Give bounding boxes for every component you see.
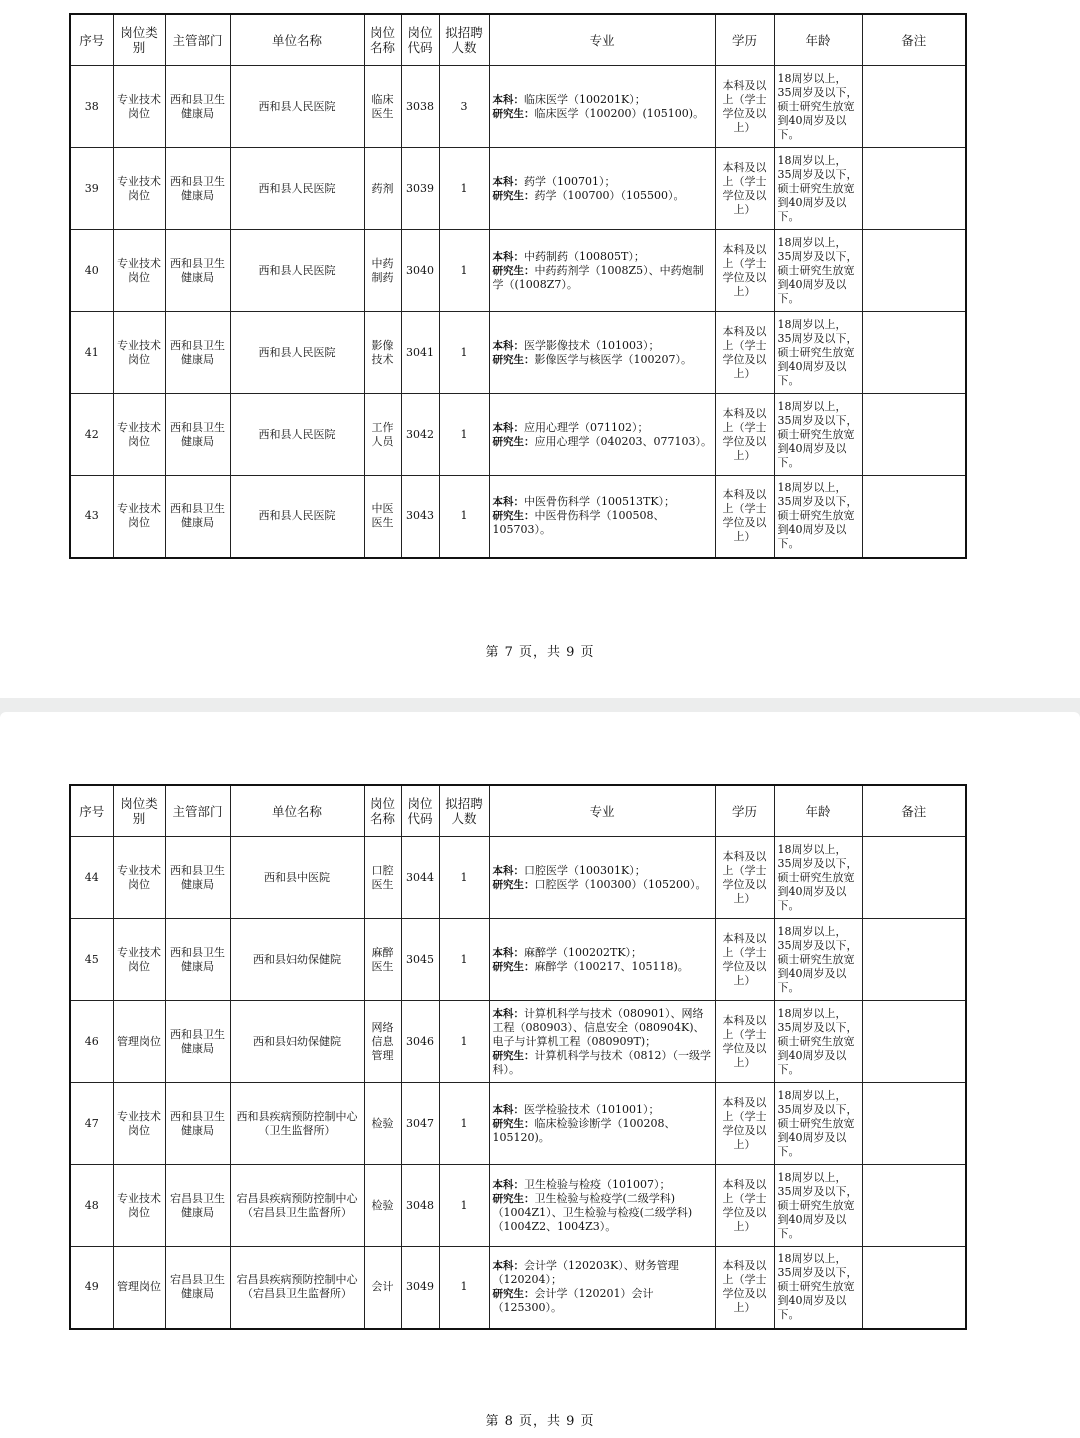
cell-seq: 47 <box>70 1083 113 1165</box>
major-postgrad: 药学（100700）（105500）。 <box>534 188 685 202</box>
cell-pos-name: 口腔医生 <box>364 837 401 919</box>
cell-type: 专业技术岗位 <box>113 394 165 476</box>
cell-pos-code: 3049 <box>401 1247 439 1329</box>
cell-note <box>862 148 966 230</box>
table-row <box>70 312 966 394</box>
header-type: 岗位类别 <box>113 785 165 837</box>
cell-note <box>862 919 966 1001</box>
cell-count: 1 <box>439 476 489 558</box>
recruitment-table <box>69 784 967 1330</box>
cell-pos-code: 3047 <box>401 1083 439 1165</box>
header-seq: 序号 <box>70 14 113 66</box>
header-dept: 主管部门 <box>165 14 230 66</box>
cell-major <box>489 230 715 312</box>
label-undergrad: 本科： <box>492 421 524 434</box>
cell-count: 1 <box>439 919 489 1001</box>
label-undergrad: 本科： <box>492 250 524 263</box>
major-undergrad: 应用心理学（071102）； <box>524 420 649 434</box>
major-undergrad: 药学（100701）； <box>524 174 616 188</box>
cell-dept: 西和县卫生健康局 <box>165 312 230 394</box>
cell-unit: 西和县人民医院 <box>230 312 364 394</box>
major-postgrad: 中药药剂学（1008Z5）、中药炮制学（(1008Z7）。 <box>492 263 704 291</box>
cell-count: 1 <box>439 1001 489 1083</box>
label-postgrad: 研究生： <box>492 435 535 448</box>
cell-pos-code: 3040 <box>401 230 439 312</box>
cell-unit: 宕昌县疾病预防控制中心（宕昌县卫生监督所） <box>230 1247 364 1329</box>
cell-unit: 西和县人民医院 <box>230 394 364 476</box>
cell-age: 18周岁以上，35周岁及以下，硕士研究生放宽到40周岁及以下。 <box>774 230 862 312</box>
cell-note <box>862 394 966 476</box>
major-undergrad: 医学影像技术（101003）； <box>524 338 660 352</box>
major-undergrad: 会计学（120203K）、财务管理（120204）； <box>492 1259 679 1287</box>
table-row <box>70 1083 966 1165</box>
cell-age: 18周岁以上，35周岁及以下，硕士研究生放宽到40周岁及以下。 <box>774 476 862 558</box>
table-row <box>70 1247 966 1329</box>
cell-unit: 西和县人民医院 <box>230 230 364 312</box>
cell-major <box>489 148 715 230</box>
cell-pos-name: 工作人员 <box>364 394 401 476</box>
cell-age: 18周岁以上，35周岁及以下，硕士研究生放宽到40周岁及以下。 <box>774 1001 862 1083</box>
cell-type: 专业技术岗位 <box>113 837 165 919</box>
label-postgrad: 研究生： <box>492 107 535 120</box>
cell-count: 1 <box>439 312 489 394</box>
cell-major <box>489 476 715 558</box>
cell-note <box>862 66 966 148</box>
major-postgrad: 口腔医学（100300）（105200）。 <box>534 877 707 891</box>
major-postgrad: 计算机科学与技术（0812）（一级学科）。 <box>492 1048 711 1076</box>
cell-major <box>489 66 715 148</box>
cell-major <box>489 837 715 919</box>
table-row <box>70 1001 966 1083</box>
cell-dept: 西和县卫生健康局 <box>165 1083 230 1165</box>
document-page-7 <box>0 0 1080 698</box>
cell-seq: 45 <box>70 919 113 1001</box>
label-postgrad: 研究生： <box>492 1117 535 1130</box>
cell-edu: 本科及以上（学士学位及以上） <box>715 1247 774 1329</box>
cell-type: 专业技术岗位 <box>113 312 165 394</box>
major-postgrad: 应用心理学（040203、077103）。 <box>534 434 712 448</box>
cell-note <box>862 837 966 919</box>
cell-edu: 本科及以上（学士学位及以上） <box>715 1001 774 1083</box>
cell-age: 18周岁以上，35周岁及以下，硕士研究生放宽到40周岁及以下。 <box>774 1083 862 1165</box>
cell-pos-name: 检验 <box>364 1165 401 1247</box>
cell-pos-code: 3044 <box>401 837 439 919</box>
label-postgrad: 研究生： <box>492 878 535 891</box>
table-row <box>70 1165 966 1247</box>
cell-unit: 西和县人民医院 <box>230 66 364 148</box>
label-undergrad: 本科： <box>492 1103 524 1116</box>
cell-age: 18周岁以上，35周岁及以下，硕士研究生放宽到40周岁及以下。 <box>774 66 862 148</box>
cell-pos-name: 会计 <box>364 1247 401 1329</box>
cell-type: 专业技术岗位 <box>113 66 165 148</box>
major-postgrad: 临床检验诊断学（100208、105120)。 <box>492 1116 676 1144</box>
major-undergrad: 中医骨伤科学（100513TK）； <box>524 495 676 509</box>
cell-note <box>862 230 966 312</box>
header-edu: 学历 <box>715 785 774 837</box>
cell-age: 18周岁以上，35周岁及以下，硕士研究生放宽到40周岁及以下。 <box>774 837 862 919</box>
cell-dept: 宕昌县卫生健康局 <box>165 1165 230 1247</box>
page-footer: 第 7 页，共 9 页 <box>485 645 595 660</box>
cell-pos-name: 检验 <box>364 1083 401 1165</box>
label-undergrad: 本科： <box>492 339 524 352</box>
cell-age: 18周岁以上，35周岁及以下，硕士研究生放宽到40周岁及以下。 <box>774 1247 862 1329</box>
cell-count: 1 <box>439 1083 489 1165</box>
cell-pos-name: 临床医生 <box>364 66 401 148</box>
label-undergrad: 本科： <box>492 496 524 509</box>
major-undergrad: 中药制药（100805T）； <box>524 249 645 263</box>
cell-dept: 西和县卫生健康局 <box>165 476 230 558</box>
cell-major <box>489 919 715 1001</box>
cell-age: 18周岁以上，35周岁及以下，硕士研究生放宽到40周岁及以下。 <box>774 148 862 230</box>
document-page-8 <box>0 712 1080 1438</box>
cell-type: 管理岗位 <box>113 1247 165 1329</box>
table-row <box>70 394 966 476</box>
cell-unit: 西和县妇幼保健院 <box>230 1001 364 1083</box>
header-seq: 序号 <box>70 785 113 837</box>
header-dept: 主管部门 <box>165 785 230 837</box>
major-undergrad: 临床医学（100201K）； <box>524 92 646 106</box>
cell-seq: 42 <box>70 394 113 476</box>
cell-pos-name: 影像技术 <box>364 312 401 394</box>
header-unit: 单位名称 <box>230 14 364 66</box>
cell-pos-name: 中药制药 <box>364 230 401 312</box>
cell-dept: 西和县卫生健康局 <box>165 1001 230 1083</box>
table-header-row <box>70 785 966 837</box>
label-undergrad: 本科： <box>492 864 524 877</box>
cell-count: 1 <box>439 394 489 476</box>
cell-count: 1 <box>439 1165 489 1247</box>
cell-note <box>862 476 966 558</box>
table-row <box>70 476 966 558</box>
recruitment-table <box>69 13 967 559</box>
cell-pos-name: 药剂 <box>364 148 401 230</box>
table-row <box>70 837 966 919</box>
cell-seq: 46 <box>70 1001 113 1083</box>
label-undergrad: 本科： <box>492 1260 524 1273</box>
cell-count: 1 <box>439 230 489 312</box>
label-postgrad: 研究生： <box>492 1192 535 1205</box>
cell-type: 专业技术岗位 <box>113 1083 165 1165</box>
label-postgrad: 研究生： <box>492 189 535 202</box>
cell-edu: 本科及以上（学士学位及以上） <box>715 230 774 312</box>
cell-dept: 宕昌县卫生健康局 <box>165 1247 230 1329</box>
cell-type: 管理岗位 <box>113 1001 165 1083</box>
cell-seq: 48 <box>70 1165 113 1247</box>
label-postgrad: 研究生： <box>492 510 535 523</box>
label-undergrad: 本科： <box>492 946 524 959</box>
cell-seq: 49 <box>70 1247 113 1329</box>
cell-seq: 43 <box>70 476 113 558</box>
cell-note <box>862 1083 966 1165</box>
cell-edu: 本科及以上（学士学位及以上） <box>715 837 774 919</box>
cell-age: 18周岁以上，35周岁及以下，硕士研究生放宽到40周岁及以下。 <box>774 394 862 476</box>
cell-major <box>489 1083 715 1165</box>
cell-unit: 西和县妇幼保健院 <box>230 919 364 1001</box>
cell-count: 3 <box>439 66 489 148</box>
major-undergrad: 医学检验技术（101001）； <box>524 1102 660 1116</box>
cell-pos-code: 3048 <box>401 1165 439 1247</box>
cell-major <box>489 1247 715 1329</box>
label-postgrad: 研究生： <box>492 1288 535 1301</box>
major-postgrad: 影像医学与核医学（100207）。 <box>534 352 692 366</box>
cell-dept: 西和县卫生健康局 <box>165 394 230 476</box>
table-row <box>70 919 966 1001</box>
cell-pos-name: 麻醉医生 <box>364 919 401 1001</box>
cell-edu: 本科及以上（学士学位及以上） <box>715 312 774 394</box>
cell-age: 18周岁以上，35周岁及以下，硕士研究生放宽到40周岁及以下。 <box>774 312 862 394</box>
cell-pos-code: 3045 <box>401 919 439 1001</box>
major-undergrad: 卫生检验与检疫（101007）； <box>524 1177 671 1191</box>
cell-major <box>489 394 715 476</box>
cell-seq: 38 <box>70 66 113 148</box>
cell-pos-name: 中医医生 <box>364 476 401 558</box>
major-postgrad: 会计学（120201）会计（125300）。 <box>492 1287 654 1315</box>
label-undergrad: 本科： <box>492 1007 524 1020</box>
header-count: 拟招聘人数 <box>439 14 489 66</box>
header-note: 备注 <box>862 14 966 66</box>
cell-dept: 西和县卫生健康局 <box>165 919 230 1001</box>
cell-type: 专业技术岗位 <box>113 230 165 312</box>
header-note: 备注 <box>862 785 966 837</box>
cell-note <box>862 1165 966 1247</box>
cell-age: 18周岁以上，35周岁及以下，硕士研究生放宽到40周岁及以下。 <box>774 1165 862 1247</box>
cell-age: 18周岁以上，35周岁及以下，硕士研究生放宽到40周岁及以下。 <box>774 919 862 1001</box>
cell-edu: 本科及以上（学士学位及以上） <box>715 394 774 476</box>
cell-type: 专业技术岗位 <box>113 148 165 230</box>
cell-count: 1 <box>439 837 489 919</box>
table-row <box>70 148 966 230</box>
cell-pos-code: 3039 <box>401 148 439 230</box>
cell-dept: 西和县卫生健康局 <box>165 66 230 148</box>
cell-edu: 本科及以上（学士学位及以上） <box>715 1165 774 1247</box>
cell-pos-code: 3046 <box>401 1001 439 1083</box>
cell-edu: 本科及以上（学士学位及以上） <box>715 66 774 148</box>
cell-edu: 本科及以上（学士学位及以上） <box>715 148 774 230</box>
header-age: 年龄 <box>774 14 862 66</box>
major-undergrad: 口腔医学（100301K）； <box>524 863 646 877</box>
cell-pos-code: 3038 <box>401 66 439 148</box>
header-count: 拟招聘人数 <box>439 785 489 837</box>
label-undergrad: 本科： <box>492 1178 524 1191</box>
major-postgrad: 麻醉学（100217、105118)。 <box>534 959 689 973</box>
major-undergrad: 计算机科学与技术（080901）、网络工程（080903）、信息安全（080904K)、电子与计算机工程（080909T)； <box>492 1006 705 1048</box>
label-postgrad: 研究生： <box>492 960 535 973</box>
cell-pos-code: 3041 <box>401 312 439 394</box>
label-postgrad: 研究生： <box>492 353 535 366</box>
major-postgrad: 中医骨伤科学（100508、105703）。 <box>492 509 665 537</box>
cell-unit: 西和县人民医院 <box>230 476 364 558</box>
table-row <box>70 230 966 312</box>
cell-major <box>489 312 715 394</box>
cell-count: 1 <box>439 148 489 230</box>
header-major: 专业 <box>489 14 715 66</box>
page-footer: 第 8 页，共 9 页 <box>485 1414 595 1429</box>
cell-unit: 西和县疾病预防控制中心（卫生监督所） <box>230 1083 364 1165</box>
cell-count: 1 <box>439 1247 489 1329</box>
label-postgrad: 研究生： <box>492 264 535 277</box>
major-postgrad: 卫生检验与检疫学(二级学科)（1004Z1）、卫生检验与检疫(二级学科)（1004Z2、1004Z3）。 <box>492 1191 693 1233</box>
cell-unit: 西和县人民医院 <box>230 148 364 230</box>
header-pos-name: 岗位名称 <box>364 785 401 837</box>
header-pos-code: 岗位代码 <box>401 14 439 66</box>
cell-major <box>489 1165 715 1247</box>
cell-note <box>862 1247 966 1329</box>
table-header-row <box>70 14 966 66</box>
header-unit: 单位名称 <box>230 785 364 837</box>
cell-unit: 宕昌县疾病预防控制中心（宕昌县卫生监督所） <box>230 1165 364 1247</box>
table-row <box>70 66 966 148</box>
cell-seq: 44 <box>70 837 113 919</box>
header-pos-code: 岗位代码 <box>401 785 439 837</box>
cell-pos-code: 3043 <box>401 476 439 558</box>
header-type: 岗位类别 <box>113 14 165 66</box>
cell-seq: 39 <box>70 148 113 230</box>
cell-type: 专业技术岗位 <box>113 919 165 1001</box>
cell-seq: 41 <box>70 312 113 394</box>
cell-type: 专业技术岗位 <box>113 1165 165 1247</box>
cell-seq: 40 <box>70 230 113 312</box>
cell-dept: 西和县卫生健康局 <box>165 148 230 230</box>
header-major: 专业 <box>489 785 715 837</box>
cell-dept: 西和县卫生健康局 <box>165 230 230 312</box>
header-edu: 学历 <box>715 14 774 66</box>
cell-edu: 本科及以上（学士学位及以上） <box>715 919 774 1001</box>
label-undergrad: 本科： <box>492 175 524 188</box>
major-postgrad: 临床医学（100200）(105100)。 <box>534 106 705 120</box>
header-age: 年龄 <box>774 785 862 837</box>
label-postgrad: 研究生： <box>492 1049 535 1062</box>
cell-pos-name: 网络信息管理 <box>364 1001 401 1083</box>
major-undergrad: 麻醉学（100202TK）； <box>524 945 643 959</box>
cell-edu: 本科及以上（学士学位及以上） <box>715 476 774 558</box>
header-pos-name: 岗位名称 <box>364 14 401 66</box>
label-undergrad: 本科： <box>492 93 524 106</box>
cell-pos-code: 3042 <box>401 394 439 476</box>
cell-major <box>489 1001 715 1083</box>
cell-note <box>862 1001 966 1083</box>
cell-note <box>862 312 966 394</box>
cell-edu: 本科及以上（学士学位及以上） <box>715 1083 774 1165</box>
cell-type: 专业技术岗位 <box>113 476 165 558</box>
cell-unit: 西和县中医院 <box>230 837 364 919</box>
cell-dept: 西和县卫生健康局 <box>165 837 230 919</box>
